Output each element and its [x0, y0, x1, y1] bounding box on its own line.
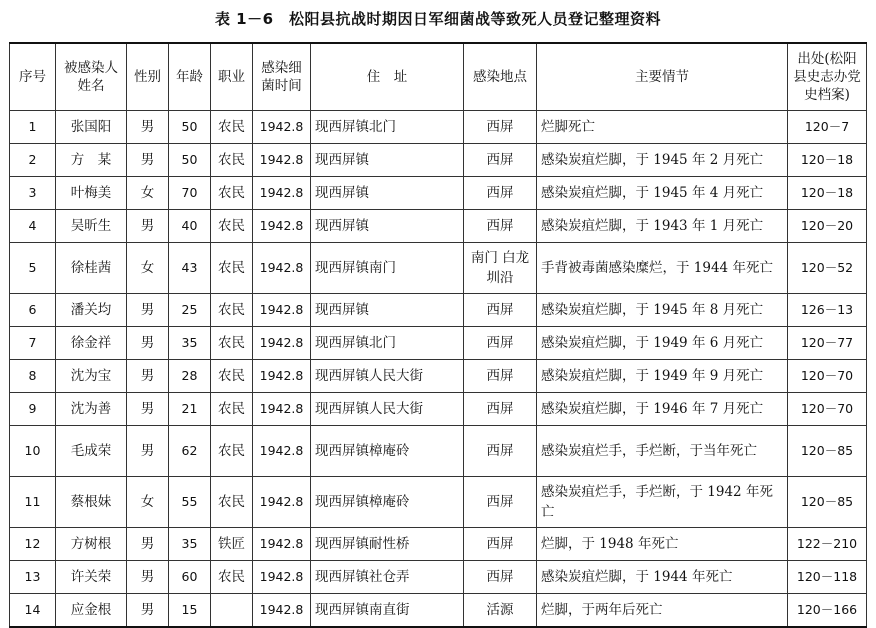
- cell-address: 现西屏镇: [311, 177, 464, 210]
- table-row: [10, 294, 867, 327]
- cell-name: 方树根: [56, 528, 127, 561]
- cell-detail: 感染炭疽烂手，手烂断，于当年死亡: [537, 426, 788, 477]
- cell-sex: 男: [127, 426, 169, 477]
- cell-name: 张国阳: [56, 111, 127, 144]
- cell-place: 西屏: [464, 528, 537, 561]
- cell-detail: 感染炭疽烂脚，于 1943 年 1 月死亡: [537, 210, 788, 243]
- cell-time: 1942.8: [253, 426, 311, 477]
- cell-place: 西屏: [464, 327, 537, 360]
- cell-job: [211, 594, 253, 627]
- table-row: [10, 360, 867, 393]
- cell-sex: 男: [127, 561, 169, 594]
- header-place: 感染地点: [464, 43, 537, 111]
- cell-name: 毛成荣: [56, 426, 127, 477]
- cell-sex: 女: [127, 477, 169, 528]
- table-row: [10, 327, 867, 360]
- cell-source: 120－77: [788, 327, 867, 360]
- cell-age: 60: [169, 561, 211, 594]
- cell-seq: 4: [10, 210, 56, 243]
- cell-seq: 1: [10, 111, 56, 144]
- cell-time: 1942.8: [253, 561, 311, 594]
- cell-name: 吴昕生: [56, 210, 127, 243]
- cell-detail: 感染炭疽烂脚，于 1945 年 4 月死亡: [537, 177, 788, 210]
- cell-job: 农民: [211, 561, 253, 594]
- cell-time: 1942.8: [253, 393, 311, 426]
- cell-detail: 烂脚死亡: [537, 111, 788, 144]
- cell-place: 南门 白龙圳沿: [464, 243, 537, 294]
- cell-address: 现西屏镇樟庵砱: [311, 477, 464, 528]
- cell-age: 35: [169, 327, 211, 360]
- cell-time: 1942.8: [253, 177, 311, 210]
- cell-seq: 2: [10, 144, 56, 177]
- cell-name: 沈为宝: [56, 360, 127, 393]
- cell-place: 西屏: [464, 144, 537, 177]
- cell-sex: 男: [127, 210, 169, 243]
- table-row: [10, 561, 867, 594]
- cell-address: 现西屏镇: [311, 294, 464, 327]
- cell-job: 农民: [211, 426, 253, 477]
- cell-age: 43: [169, 243, 211, 294]
- cell-time: 1942.8: [253, 528, 311, 561]
- cell-place: 西屏: [464, 210, 537, 243]
- cell-place: 活源: [464, 594, 537, 627]
- cell-job: 农民: [211, 210, 253, 243]
- cell-place: 西屏: [464, 561, 537, 594]
- cell-detail: 烂脚，于 1948 年死亡: [537, 528, 788, 561]
- cell-seq: 9: [10, 393, 56, 426]
- cell-sex: 男: [127, 528, 169, 561]
- cell-detail: 感染炭疽烂脚，于 1946 年 7 月死亡: [537, 393, 788, 426]
- cell-time: 1942.8: [253, 243, 311, 294]
- cell-name: 许关荣: [56, 561, 127, 594]
- cell-place: 西屏: [464, 360, 537, 393]
- cell-source: 120－18: [788, 177, 867, 210]
- cell-source: 120－20: [788, 210, 867, 243]
- cell-age: 50: [169, 144, 211, 177]
- cell-time: 1942.8: [253, 294, 311, 327]
- table-row: [10, 177, 867, 210]
- header-age: 年龄: [169, 43, 211, 111]
- cell-time: 1942.8: [253, 144, 311, 177]
- cell-sex: 男: [127, 294, 169, 327]
- cell-source: 120－52: [788, 243, 867, 294]
- cell-job: 农民: [211, 294, 253, 327]
- cell-seq: 13: [10, 561, 56, 594]
- cell-name: 方 某: [56, 144, 127, 177]
- cell-job: 农民: [211, 144, 253, 177]
- cell-age: 62: [169, 426, 211, 477]
- header-source: 出处(松阳县史志办党史档案): [788, 43, 867, 111]
- cell-detail: 感染炭疽烂脚，于 1944 年死亡: [537, 561, 788, 594]
- cell-name: 应金根: [56, 594, 127, 627]
- cell-sex: 男: [127, 111, 169, 144]
- cell-place: 西屏: [464, 111, 537, 144]
- cell-job: 农民: [211, 477, 253, 528]
- cell-age: 28: [169, 360, 211, 393]
- cell-source: 120－70: [788, 393, 867, 426]
- cell-place: 西屏: [464, 294, 537, 327]
- cell-age: 40: [169, 210, 211, 243]
- header-job: 职业: [211, 43, 253, 111]
- table-row: [10, 393, 867, 426]
- header-row: [10, 43, 867, 111]
- cell-seq: 12: [10, 528, 56, 561]
- cell-address: 现西屏镇: [311, 210, 464, 243]
- header-address: 住 址: [311, 43, 464, 111]
- cell-source: 122－210: [788, 528, 867, 561]
- cell-age: 35: [169, 528, 211, 561]
- header-seq: 序号: [10, 43, 56, 111]
- cell-sex: 男: [127, 594, 169, 627]
- cell-address: 现西屏镇人民大街: [311, 360, 464, 393]
- cell-name: 潘关均: [56, 294, 127, 327]
- cell-detail: 感染炭疽烂脚，于 1945 年 2 月死亡: [537, 144, 788, 177]
- cell-source: 120－85: [788, 426, 867, 477]
- cell-place: 西屏: [464, 393, 537, 426]
- table-row: [10, 477, 867, 528]
- cell-sex: 男: [127, 393, 169, 426]
- cell-source: 120－118: [788, 561, 867, 594]
- cell-age: 21: [169, 393, 211, 426]
- cell-address: 现西屏镇南门: [311, 243, 464, 294]
- cell-place: 西屏: [464, 177, 537, 210]
- table-row: [10, 210, 867, 243]
- cell-seq: 5: [10, 243, 56, 294]
- cell-seq: 3: [10, 177, 56, 210]
- cell-address: 现西屏镇: [311, 144, 464, 177]
- cell-time: 1942.8: [253, 594, 311, 627]
- victims-table: [9, 42, 867, 628]
- cell-job: 农民: [211, 393, 253, 426]
- cell-time: 1942.8: [253, 477, 311, 528]
- table-title: 表 1－6 松阳县抗战时期因日军细菌战等致死人员登记整理资料: [214, 10, 662, 28]
- cell-address: 现西屏镇社仓弄: [311, 561, 464, 594]
- cell-seq: 14: [10, 594, 56, 627]
- cell-detail: 感染炭疽烂脚，于 1945 年 8 月死亡: [537, 294, 788, 327]
- cell-detail: 感染炭疽烂脚，于 1949 年 9 月死亡: [537, 360, 788, 393]
- cell-age: 50: [169, 111, 211, 144]
- cell-age: 70: [169, 177, 211, 210]
- cell-job: 铁匠: [211, 528, 253, 561]
- cell-sex: 女: [127, 243, 169, 294]
- cell-time: 1942.8: [253, 327, 311, 360]
- cell-source: 126－13: [788, 294, 867, 327]
- cell-detail: 烂脚，于两年后死亡: [537, 594, 788, 627]
- table-row: [10, 426, 867, 477]
- cell-age: 25: [169, 294, 211, 327]
- cell-time: 1942.8: [253, 111, 311, 144]
- header-sex: 性别: [127, 43, 169, 111]
- cell-job: 农民: [211, 177, 253, 210]
- cell-source: 120－18: [788, 144, 867, 177]
- cell-sex: 女: [127, 177, 169, 210]
- table-row: [10, 111, 867, 144]
- cell-name: 蔡根妹: [56, 477, 127, 528]
- cell-sex: 男: [127, 360, 169, 393]
- cell-seq: 6: [10, 294, 56, 327]
- cell-job: 农民: [211, 111, 253, 144]
- cell-seq: 11: [10, 477, 56, 528]
- cell-address: 现西屏镇耐性桥: [311, 528, 464, 561]
- cell-seq: 10: [10, 426, 56, 477]
- cell-name: 徐金祥: [56, 327, 127, 360]
- cell-name: 叶梅美: [56, 177, 127, 210]
- header-name: 被感染人姓名: [56, 43, 127, 111]
- table-row: [10, 528, 867, 561]
- cell-place: 西屏: [464, 426, 537, 477]
- cell-place: 西屏: [464, 477, 537, 528]
- cell-address: 现西屏镇北门: [311, 327, 464, 360]
- cell-sex: 男: [127, 327, 169, 360]
- cell-address: 现西屏镇南直街: [311, 594, 464, 627]
- cell-job: 农民: [211, 360, 253, 393]
- cell-seq: 8: [10, 360, 56, 393]
- cell-address: 现西屏镇北门: [311, 111, 464, 144]
- cell-source: 120－85: [788, 477, 867, 528]
- table-row: [10, 594, 867, 627]
- cell-seq: 7: [10, 327, 56, 360]
- cell-address: 现西屏镇人民大街: [311, 393, 464, 426]
- table-row: [10, 144, 867, 177]
- cell-source: 120－70: [788, 360, 867, 393]
- cell-time: 1942.8: [253, 210, 311, 243]
- cell-age: 15: [169, 594, 211, 627]
- cell-time: 1942.8: [253, 360, 311, 393]
- cell-address: 现西屏镇樟庵砱: [311, 426, 464, 477]
- table-row: [10, 243, 867, 294]
- cell-age: 55: [169, 477, 211, 528]
- cell-source: 120－166: [788, 594, 867, 627]
- header-detail: 主要情节: [537, 43, 788, 111]
- cell-job: 农民: [211, 327, 253, 360]
- cell-detail: 感染炭疽烂手，手烂断，于 1942 年死亡: [537, 477, 788, 528]
- cell-job: 农民: [211, 243, 253, 294]
- cell-name: 徐桂茜: [56, 243, 127, 294]
- cell-source: 120－7: [788, 111, 867, 144]
- cell-sex: 男: [127, 144, 169, 177]
- cell-detail: 感染炭疽烂脚，于 1949 年 6 月死亡: [537, 327, 788, 360]
- cell-name: 沈为善: [56, 393, 127, 426]
- header-time: 感染细菌时间: [253, 43, 311, 111]
- cell-detail: 手背被毒菌感染糜烂，于 1944 年死亡: [537, 243, 788, 294]
